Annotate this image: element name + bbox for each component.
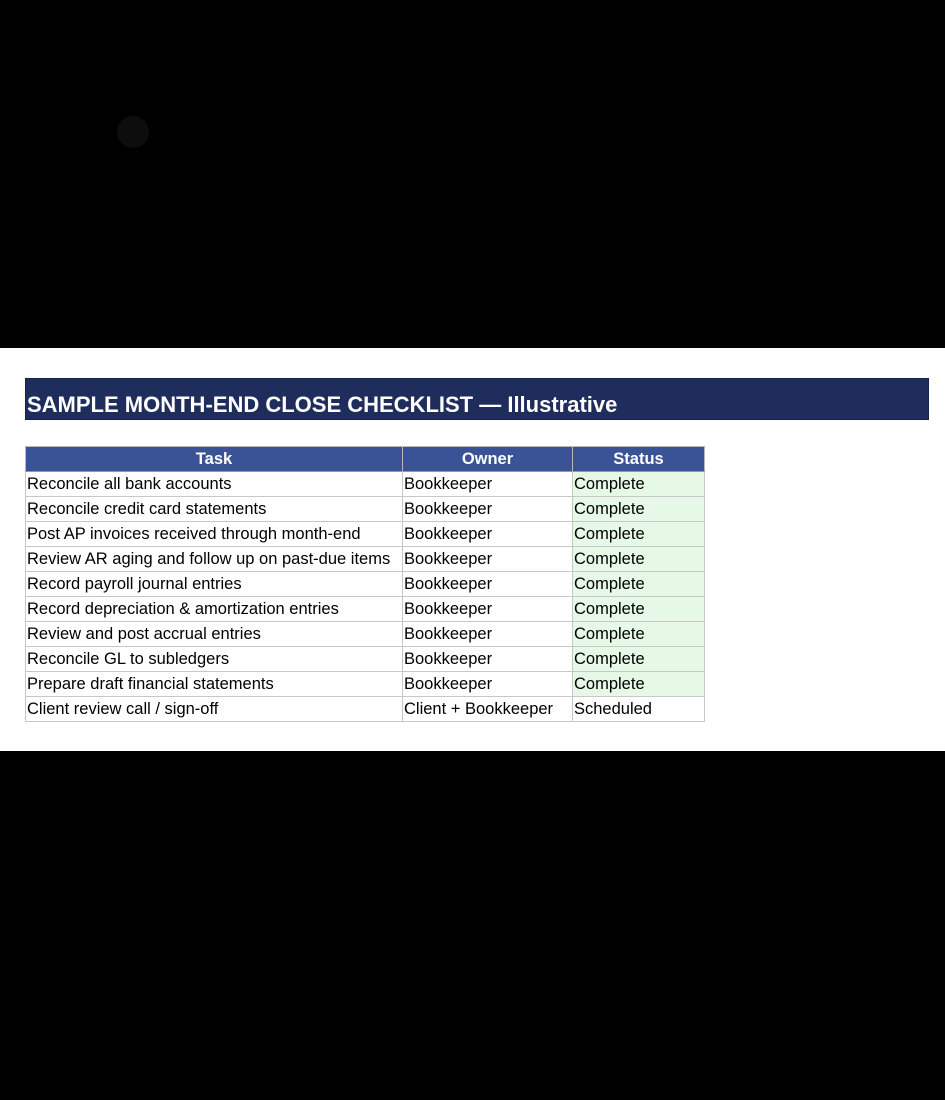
- status-cell: Complete: [573, 572, 705, 597]
- decorative-dot: [117, 116, 149, 148]
- status-cell: Complete: [573, 672, 705, 697]
- task-cell: Reconcile GL to subledgers: [26, 647, 403, 672]
- column-header-task: Task: [26, 447, 403, 472]
- title-banner: [25, 378, 929, 420]
- table-header-row: [26, 447, 705, 472]
- task-cell: Review AR aging and follow up on past-due items: [26, 547, 403, 572]
- status-cell: Complete: [573, 522, 705, 547]
- table-row: [26, 597, 705, 622]
- table-row: [26, 497, 705, 522]
- status-cell: Complete: [573, 472, 705, 497]
- owner-cell: Bookkeeper: [403, 622, 573, 647]
- task-cell: Record payroll journal entries: [26, 572, 403, 597]
- status-cell: Complete: [573, 647, 705, 672]
- status-cell: Scheduled: [573, 697, 705, 722]
- document-sheet: [0, 348, 945, 751]
- owner-cell: Bookkeeper: [403, 472, 573, 497]
- page-title: SAMPLE MONTH-END CLOSE CHECKLIST — Illustrative: [27, 392, 618, 417]
- owner-cell: Bookkeeper: [403, 647, 573, 672]
- table-row: [26, 697, 705, 722]
- owner-cell: Client + Bookkeeper: [403, 697, 573, 722]
- owner-cell: Bookkeeper: [403, 597, 573, 622]
- owner-cell: Bookkeeper: [403, 572, 573, 597]
- task-cell: Prepare draft financial statements: [26, 672, 403, 697]
- table-row: [26, 672, 705, 697]
- task-cell: Record depreciation & amortization entries: [26, 597, 403, 622]
- column-header-status: Status: [573, 447, 705, 472]
- task-cell: Review and post accrual entries: [26, 622, 403, 647]
- table-row: [26, 472, 705, 497]
- task-cell: Reconcile all bank accounts: [26, 472, 403, 497]
- table-row: [26, 572, 705, 597]
- owner-cell: Bookkeeper: [403, 547, 573, 572]
- status-cell: Complete: [573, 622, 705, 647]
- column-header-owner: Owner: [403, 447, 573, 472]
- task-cell: Client review call / sign-off: [26, 697, 403, 722]
- owner-cell: Bookkeeper: [403, 497, 573, 522]
- task-cell: Reconcile credit card statements: [26, 497, 403, 522]
- status-cell: Complete: [573, 497, 705, 522]
- task-cell: Post AP invoices received through month-end: [26, 522, 403, 547]
- table-row: [26, 622, 705, 647]
- owner-cell: Bookkeeper: [403, 672, 573, 697]
- table-row: [26, 547, 705, 572]
- owner-cell: Bookkeeper: [403, 522, 573, 547]
- bottom-letterbox: [0, 751, 945, 1100]
- table-row: [26, 647, 705, 672]
- status-cell: Complete: [573, 547, 705, 572]
- table-row: [26, 522, 705, 547]
- status-cell: Complete: [573, 597, 705, 622]
- checklist-table: [25, 446, 705, 722]
